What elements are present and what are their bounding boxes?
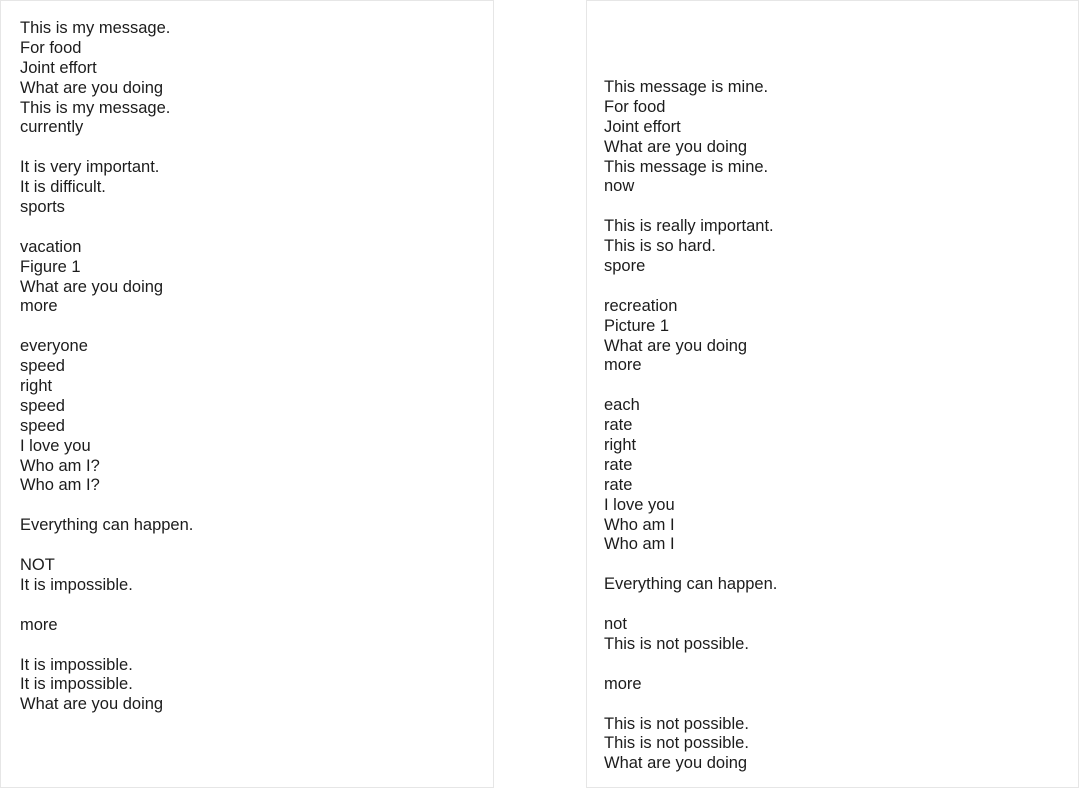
text-line: Who am I	[604, 535, 675, 554]
text-line: more	[604, 674, 642, 693]
blank-line	[20, 496, 193, 516]
text-line: rate	[604, 475, 633, 494]
text-line: Everything can happen.	[604, 575, 778, 594]
blank-line	[20, 636, 193, 656]
text-line: speed	[20, 357, 65, 376]
blank-line	[604, 655, 777, 675]
text-line: What are you doing	[20, 78, 164, 97]
text-line: Who am I?	[20, 476, 100, 495]
text-line: Who am I	[604, 515, 675, 534]
right-text-panel	[586, 0, 1079, 788]
text-line: This is not possible.	[604, 734, 749, 753]
text-line: Joint effort	[20, 58, 97, 77]
text-line: spore	[604, 257, 646, 276]
left-text-panel	[0, 0, 494, 788]
blank-line	[604, 277, 777, 297]
text-line: What are you doing	[20, 277, 164, 296]
text-line: right	[604, 436, 637, 455]
text-line: Who am I?	[20, 456, 100, 475]
text-line: For food	[604, 97, 666, 116]
blank-line	[604, 376, 777, 396]
text-line: I love you	[604, 495, 675, 514]
text-line: What are you doing	[20, 695, 164, 714]
text-line: now	[604, 177, 635, 196]
text-line: each	[604, 396, 640, 415]
text-line: rate	[604, 455, 633, 474]
text-line: It is difficult.	[20, 178, 106, 197]
text-line: more	[20, 297, 58, 316]
text-line: not	[604, 615, 627, 634]
text-line: This message is mine.	[604, 157, 769, 176]
blank-line	[604, 695, 777, 715]
text-line: Figure 1	[20, 257, 81, 276]
text-line: right	[20, 377, 53, 396]
text-line: What are you doing	[604, 336, 748, 355]
blank-line	[20, 596, 193, 616]
text-line: more	[20, 615, 58, 634]
blank-line	[604, 555, 777, 575]
text-line: What are you doing	[604, 754, 748, 773]
text-line: It is impossible.	[20, 675, 133, 694]
text-line: rate	[604, 416, 633, 435]
text-line: This is not possible.	[604, 714, 749, 733]
text-line: It is very important.	[20, 158, 160, 177]
text-line: vacation	[20, 237, 82, 256]
blank-line	[604, 197, 777, 217]
text-line: I love you	[20, 436, 91, 455]
text-line: Picture 1	[604, 316, 670, 335]
text-line: What are you doing	[604, 137, 748, 156]
blank-line	[20, 536, 193, 556]
text-line: Everything can happen.	[20, 516, 194, 535]
blank-line	[20, 218, 193, 238]
text-line: speed	[20, 396, 65, 415]
text-line: It is impossible.	[20, 655, 133, 674]
text-line: This is not possible.	[604, 634, 749, 653]
text-line: This is really important.	[604, 217, 774, 236]
text-line: more	[604, 356, 642, 375]
text-line: currently	[20, 118, 84, 137]
text-line: This is my message.	[20, 98, 171, 117]
blank-line	[604, 595, 777, 615]
text-line: It is impossible.	[20, 575, 133, 594]
text-line: NOT	[20, 556, 55, 575]
text-line: This is my message.	[20, 19, 171, 37]
text-line: This is so hard.	[604, 237, 716, 256]
blank-line	[20, 317, 193, 337]
text-line: everyone	[20, 337, 88, 356]
text-line: For food	[20, 38, 82, 57]
text-line: This message is mine.	[604, 78, 769, 96]
right-line-list	[604, 78, 777, 774]
text-line: Joint effort	[604, 117, 681, 136]
left-line-list	[20, 19, 193, 715]
text-line: recreation	[604, 296, 678, 315]
blank-line	[20, 138, 193, 158]
text-line: speed	[20, 416, 65, 435]
text-line: sports	[20, 198, 65, 217]
